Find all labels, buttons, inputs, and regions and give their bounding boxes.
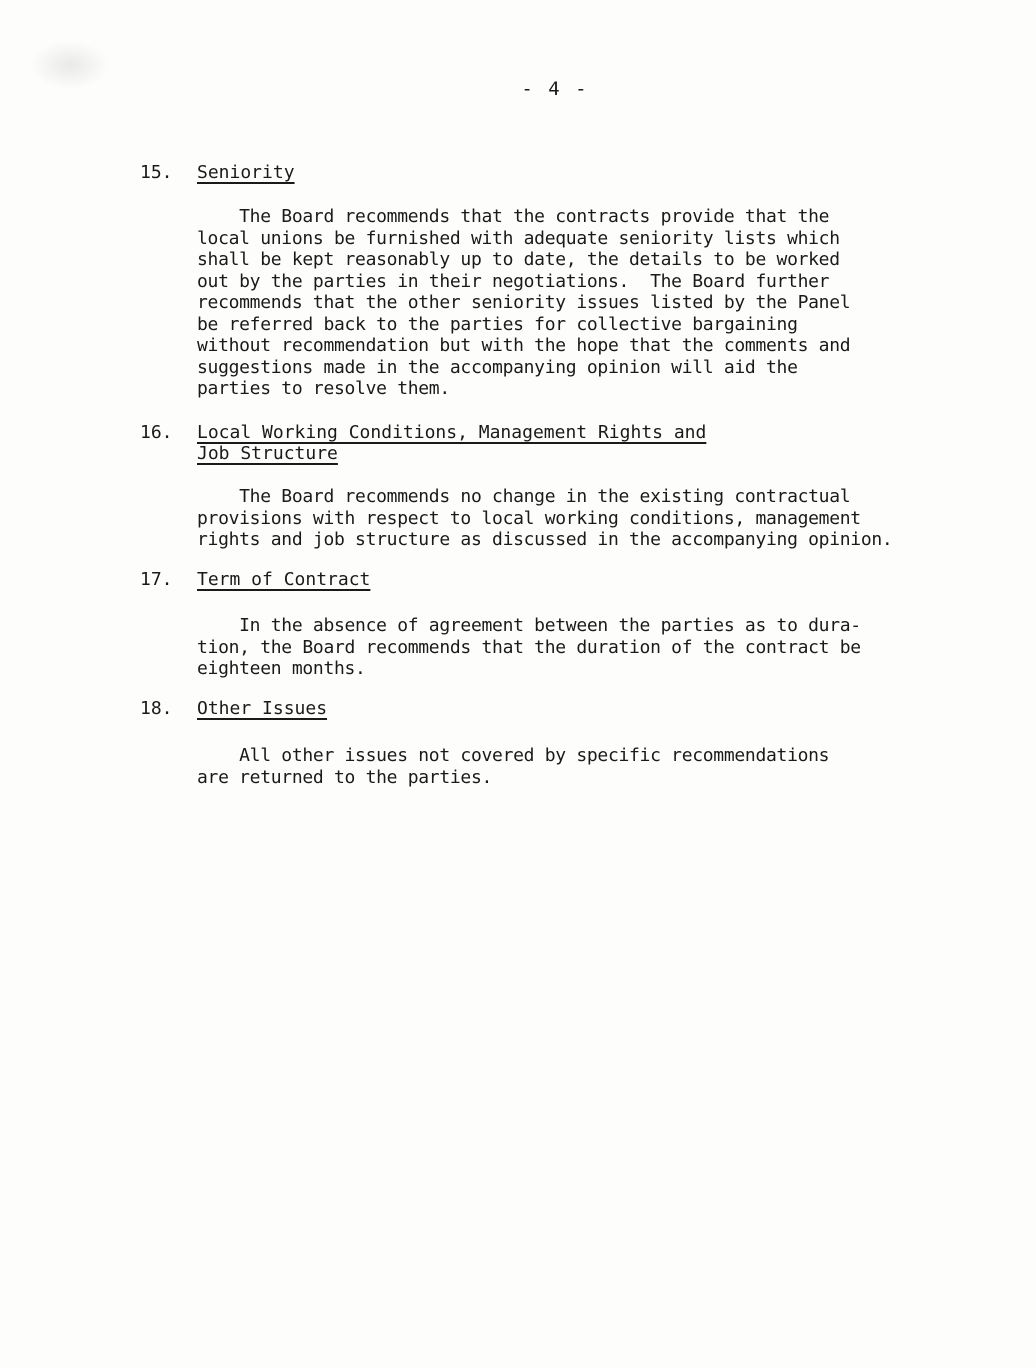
section-title-line: Seniority [197,162,295,183]
section-number: 18. [140,698,173,719]
section-number: 15. [140,162,173,183]
section-number: 16. [140,422,173,443]
section-body: The Board recommends no change in the existing contractual provisions with respect to local working conditions, management rights and job structure as discussed in the accompanying opinion. [197,486,893,550]
page-number: - 4 - [521,78,589,100]
section-number: 17. [140,569,173,590]
section-title [197,422,706,464]
section-title-line: Term of Contract [197,569,371,590]
section-body: The Board recommends that the contracts provide that the local unions be furnished with adequate seniority lists which shall be kept reasonably up to date, the details to be worked out by the parties in their negotiations. The Board further recommends that the other seniority issues listed by the Panel be referred back to the parties for collective bargaining without recommendation but with the hope that the comments and suggestions made in the accompanying opinion will aid the parties to resolve them. [197,206,851,399]
section-title [197,569,370,590]
section-title-line: Other Issues [197,698,328,719]
section-title [197,698,327,719]
section-body: All other issues not covered by specific recommendations are returned to the parties. [197,745,830,788]
section-body: In the absence of agreement between the parties as to dura- tion, the Board recommends that the duration of the contract be eighteen months. [197,615,861,679]
section-title-line: Job Structure [197,443,338,464]
section-title-line: Local Working Conditions, Management Rights and [197,422,707,443]
section-title [197,162,295,183]
